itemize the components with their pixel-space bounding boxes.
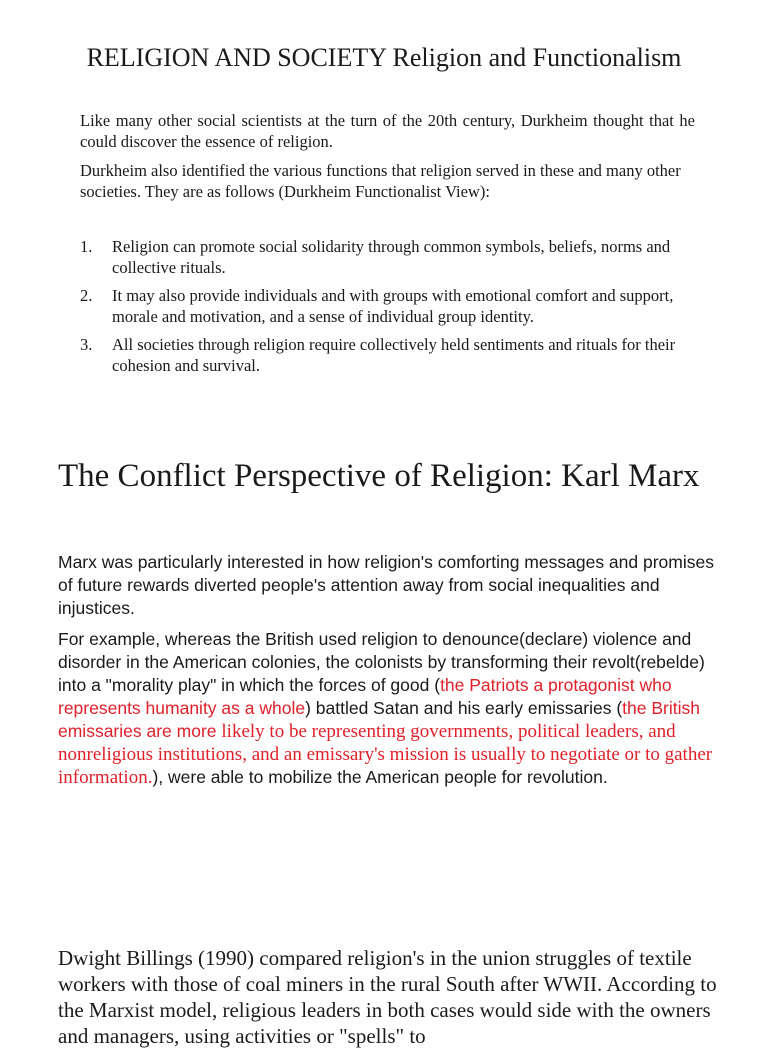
patriots-highlight: the Patriots a protagonist who represents humanity as a whole [58, 675, 672, 718]
list-item [80, 286, 685, 327]
list-item-text: Religion can promote social solidarity through common symbols, beliefs, norms and collective rituals. [112, 237, 671, 277]
list-number: 2. [80, 286, 93, 305]
emissaries-highlight-rest: likely to be representing governments, political leaders, and nonreligious institutions, and an emissary's mission is usually to negotiate or to gather information. [58, 721, 713, 788]
intro-paragraph: Like many other social scientists at the turn of the 20th century, Durkheim thought that he could discover the essence of religion. [80, 111, 695, 151]
document-title: RELIGION AND SOCIETY Religion and Functionalism [86, 43, 682, 72]
example-text-part2: ) battled Satan and his early emissaries ( [305, 698, 623, 718]
list-number: 3. [80, 335, 93, 354]
example-text-part1: For example, whereas the British used religion to denounce(declare) violence and disorder in the American colonies, the colonists by transforming their revolt(rebelde) into a "morality play" in which the forces of good ( [58, 629, 705, 695]
list-item-text: It may also provide individuals and with groups with emotional comfort and support, morale and motivation, and a sense of individual group identity. [112, 286, 674, 326]
example-paragraph [58, 628, 726, 789]
emissaries-highlight-start: the British emissaries are more [58, 698, 700, 741]
example-text-part3: ), were able to mobilize the American people for revolution. [152, 767, 608, 787]
functions-intro-paragraph: Durkheim also identified the various functions that religion served in these and many other societies. They are as follows (Durkheim Functionalist View): [80, 161, 681, 201]
list-item-text: All societies through religion require collectively held sentiments and rituals for their cohesion and survival. [112, 335, 676, 375]
list-item [80, 335, 685, 376]
billings-paragraph: Dwight Billings (1990) compared religion's in the union struggles of textile workers with those of coal miners in the rural South after WWII. According to the Marxist model, religious leaders in both cases would side with the owners and managers, using activities or "spells" to [58, 946, 717, 1048]
list-item [80, 237, 685, 278]
conflict-section-heading: The Conflict Perspective of Religion: Karl Marx [58, 458, 700, 494]
marx-paragraph: Marx was particularly interested in how religion's comforting messages and promises of future rewards diverted people's attention away from social inequalities and injustices. [58, 552, 714, 618]
list-number: 1. [80, 237, 93, 256]
functions-list [80, 237, 685, 384]
